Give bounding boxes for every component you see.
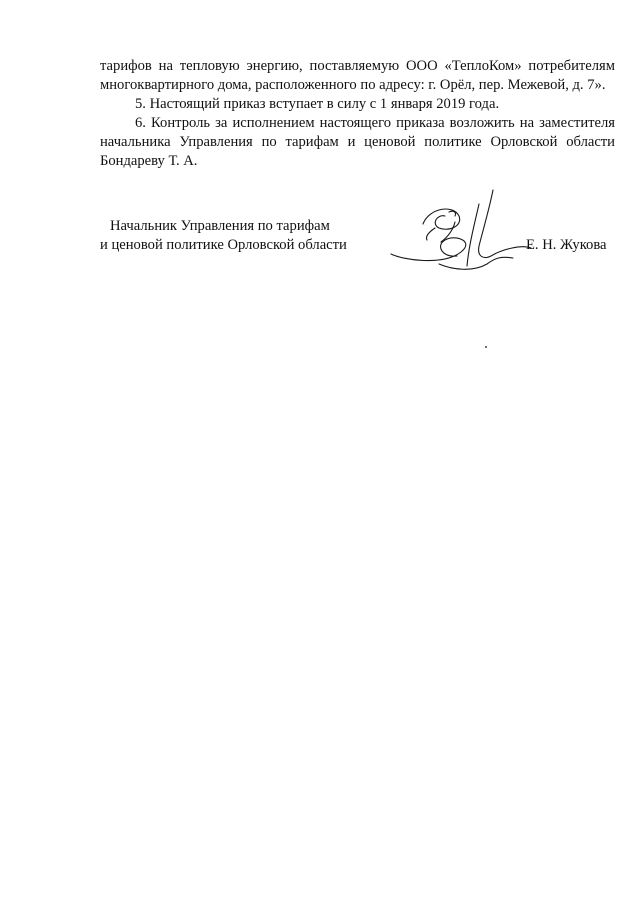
signatory-name: Е. Н. Жукова [526, 237, 607, 253]
document-body [100, 57, 615, 171]
signatory-title-line-1: Начальник Управления по тарифам [110, 218, 330, 234]
signatory-title [100, 217, 347, 255]
signatory-title-line-2: и ценовой политике Орловской области [100, 237, 347, 253]
paragraph-5: 5. Настоящий приказ вступает в силу с 1 января 2019 года. [135, 96, 500, 112]
paragraph-continuation: тарифов на тепловую энергию, поставляемую ООО «ТеплоКом» потребителям многоквартирного дома, расположенного по адресу: г. Орёл, пер. Межевой, д. 7». [100, 58, 615, 93]
scan-speck [485, 346, 487, 348]
signature-icon [383, 186, 533, 276]
paragraph-6: 6. Контроль за исполнением настоящего приказа возложить на заместителя начальника Управления по тарифам и ценовой политике Орловской области Бондареву Т. А. [100, 115, 615, 169]
